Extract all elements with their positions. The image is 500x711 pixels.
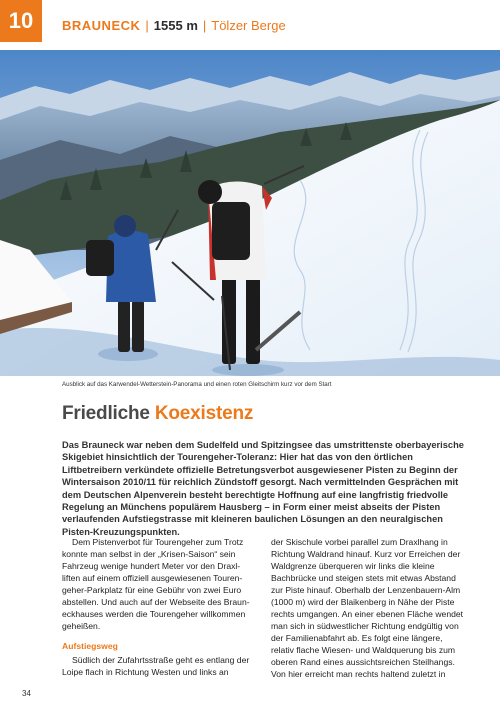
ski-tour-photo <box>0 50 500 376</box>
article-title <box>62 403 253 425</box>
lead-paragraph: Das Brauneck war neben dem Sudelfeld und Spitzingsee das umstrittenste oberbayerische Skigebiet hinsichtlich der Tourengeher-Toleranz: Hier hat das von den örtlichen Liftbetreibern verkündete offizielle Betretungsverbot ausgewiesener Pisten zu Beginn der Wintersaison 2010/11 für reichlich Zündstoff gesorgt. Nach vermittelnden Gesprächen mit dem Deutschen Alpenverein besteht berechtigte Hoffnung auf eine langfristig friedvolle Regelung an Münchens populärem Hausberg – in Form einer meist abseits der Pisten verlaufenden Aufstiegstrasse mit kleineren baulichen Lösungen an den neuralgischen Pisten-Kreuzungspunkten. <box>62 440 464 537</box>
page-number: 34 <box>22 689 31 698</box>
text-column-left <box>62 536 258 678</box>
header-title <box>62 18 286 34</box>
text-column-right <box>271 536 467 680</box>
mountain-region: Tölzer Berge <box>211 18 286 33</box>
title-part-2: Koexistenz <box>154 403 254 424</box>
photo-caption: Ausblick auf das Karwendel-Wetterstein-Panorama und einen roten Gleitschirm kurz vor dem Start <box>62 381 332 388</box>
mountain-name: BRAUNECK <box>62 18 141 33</box>
title-part-1: Friedliche <box>62 403 150 424</box>
body-paragraph: Dem Pistenverbot für Tourengeher zum Trotz konnte man selbst in der „Krisen-Saison“ sein Fahrzeug wenige hundert Meter vor den Draxl-liften auf einem offiziell ausgewiesenen Touren-geher-Parkplatz für eine Gebühr von zwei Euro abstellen. Und auch auf der Webseite des Braun-eckhauses werden die Tourengeher willkommen geheißen. <box>62 537 250 631</box>
chapter-number-badge: 10 <box>0 0 42 42</box>
chapter-header <box>0 0 500 42</box>
mountain-altitude: 1555 m <box>153 18 198 33</box>
section-subheading: Aufstiegsweg <box>62 641 118 651</box>
header-separator: | <box>202 18 207 33</box>
body-paragraph: Südlich der Zufahrtsstraße geht es entlang der Loipe flach in Richtung Westen und links an <box>62 655 250 677</box>
body-paragraph: der Skischule vorbei parallel zum Draxlhang in Richtung Waldrand hinauf. Kurz vor Erreichen der Waldgrenze überqueren wir links die kleine Bachbrücke und steigen stets mit etwas Abstand zur Piste hinauf. Oberhalb der Lenzenbauern-Alm (1000 m) wird der Blaikenberg in Nähe der Piste rechts umgangen. An einer ebenen Fläche wendet man sich in südwestlicher Richtung endgültig von der Familienabfahrt ab. Es folgt eine längere, relativ flache Wiesen- und Waldquerung bis zum oberen Rand eines aussichtsreichen Steilhangs. Von hier erreicht man rechts haltend zuletzt in <box>271 537 464 679</box>
header-separator: | <box>145 18 149 33</box>
